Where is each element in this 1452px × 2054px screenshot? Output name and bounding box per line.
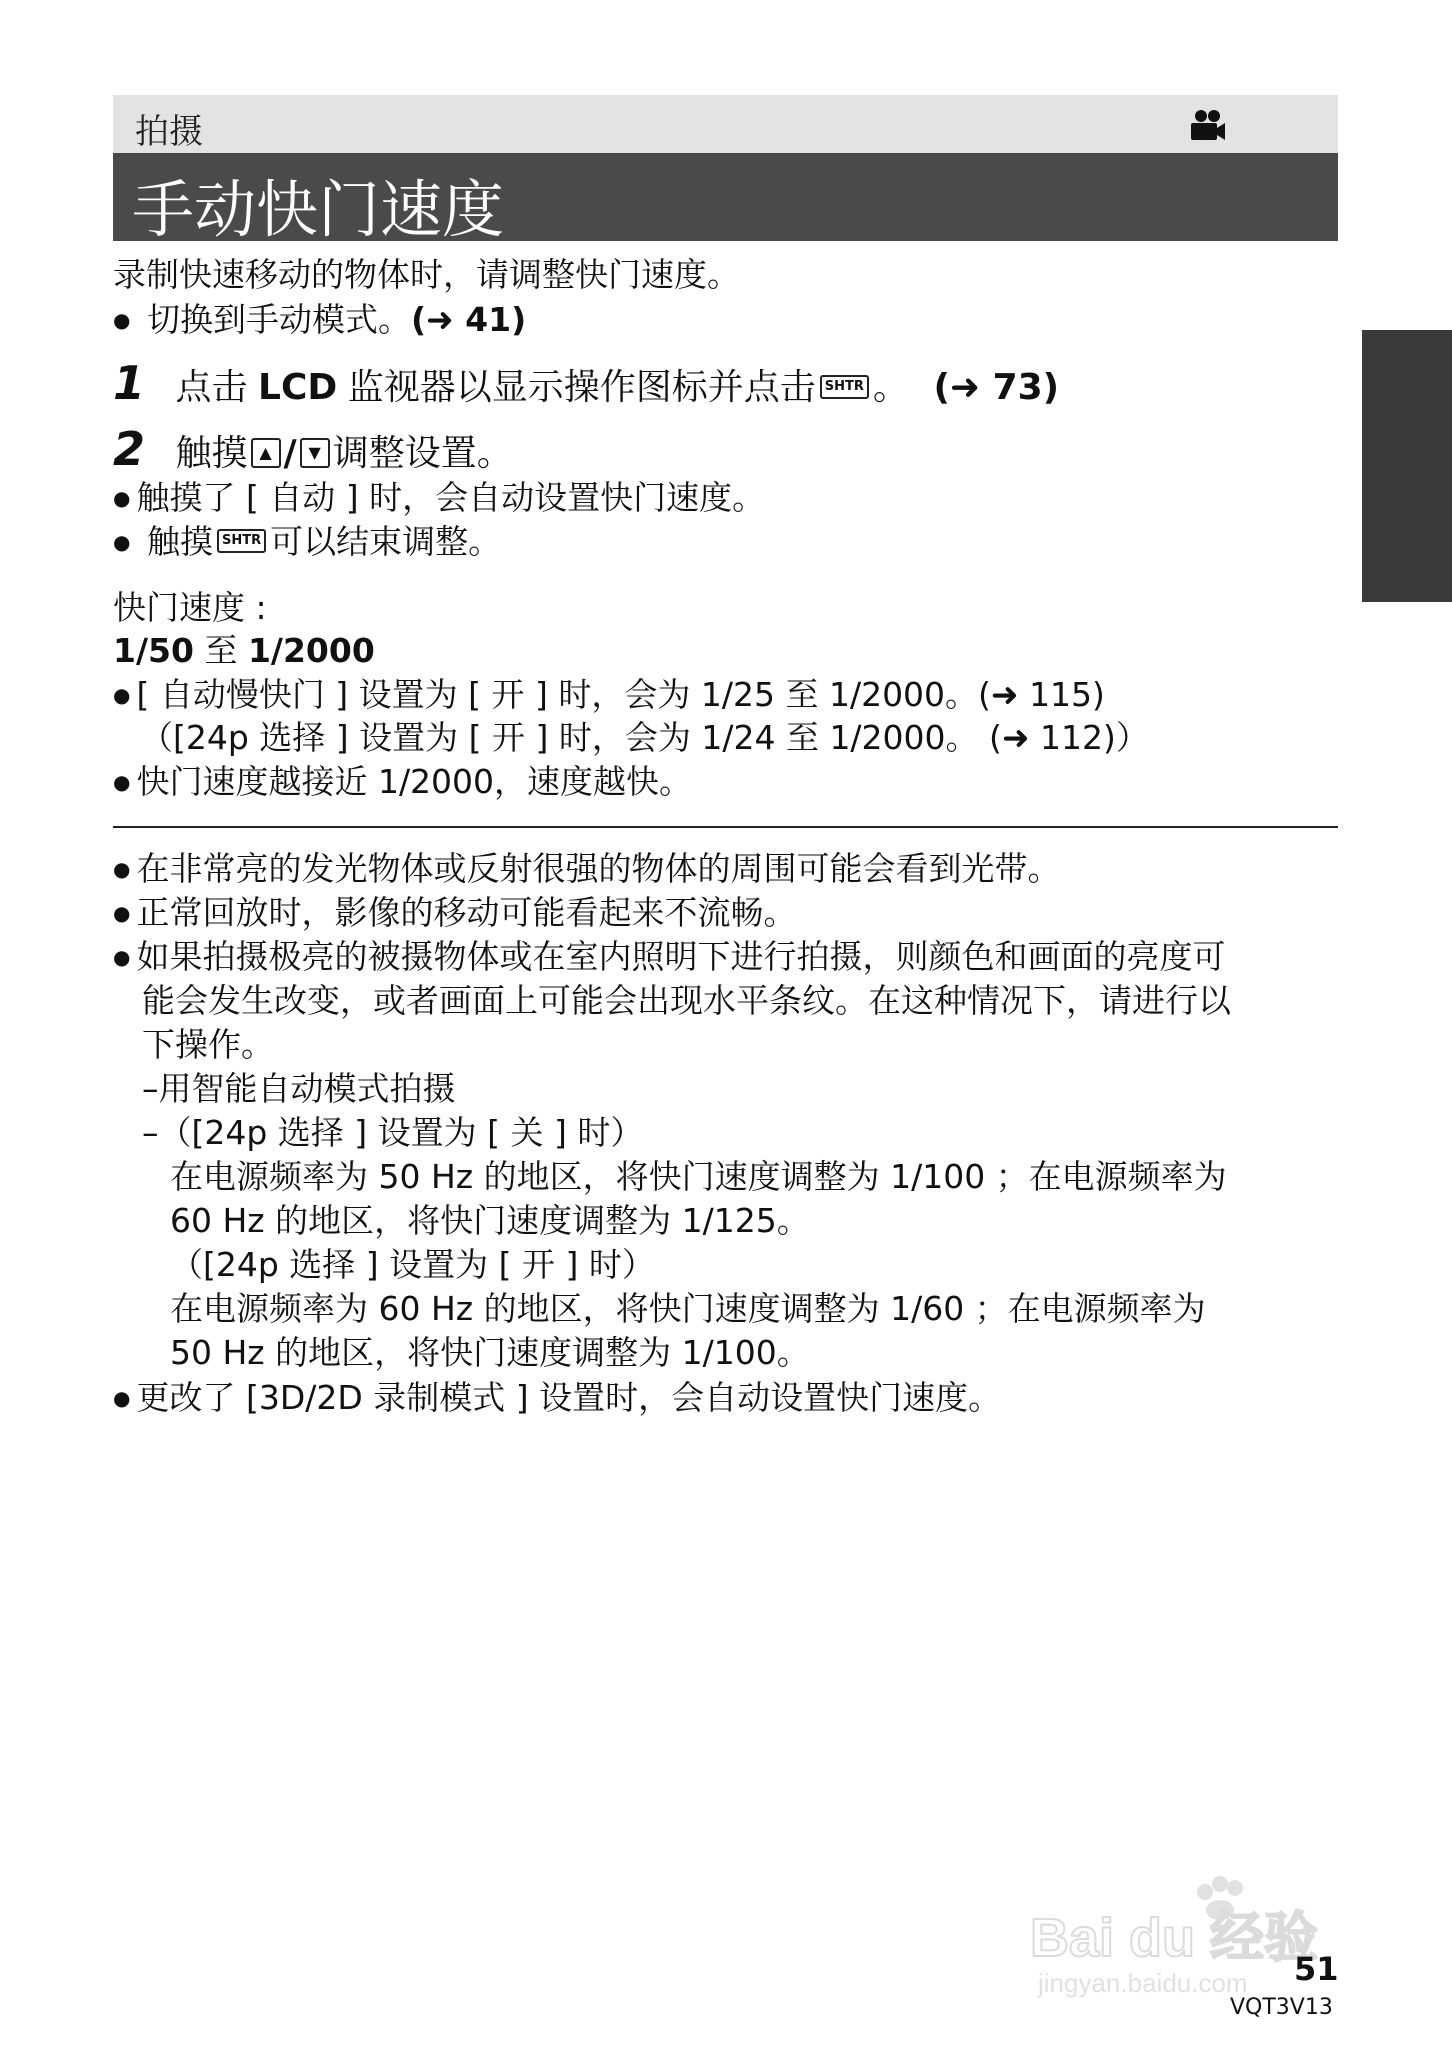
video-camera-icon [1188,108,1226,144]
note-sub-2: –（[24p 选择 ] 设置为 [ 关 ] 时） [142,1113,644,1152]
step-2-text-a: 触摸 [175,433,248,474]
shutter-range-max: 1/2000 [247,631,375,670]
note-3-line-3: 下操作。 [142,1025,274,1064]
shutter-note-3: ● 快门速度越接近 1/2000，速度越快。 [113,762,692,806]
note-sub-3-line-2: 50 Hz 的地区，将快门速度调整为 1/100。 [170,1333,810,1372]
step-1-text-c: 。 [872,367,909,408]
step-2-bullet-2-text-a: 触摸 [146,522,213,561]
step-2-number: 2 [113,422,146,476]
step-2-slash: / [283,433,297,474]
down-arrow-icon: ▼ [300,438,330,468]
shutter-range-min: 1/50 [113,631,194,670]
note-3-line-2: 能会发生改变，或者画面上可能会出现水平条纹。在这种情况下，请进行以 [142,981,1231,1020]
shutter-note-2: （[24p 选择 ] 设置为 [ 开 ] 时，会为 1/24 至 1/2000。 (➜ 112)） [140,718,1149,757]
note-1: ● 在非常亮的发光物体或反射很强的物体的周围可能会看到光带。 [113,849,1060,893]
shutter-label: 快门速度 : [113,588,267,627]
pre-bullet-text: 切换到手动模式。 [146,300,411,339]
section-header-bar [113,95,1338,153]
shutter-range-to: 至 [204,631,238,670]
up-arrow-icon: ▲ [251,438,281,468]
note-2: ● 正常回放时，影像的移动可能看起来不流畅。 [113,893,796,937]
step-1-number: 1 [113,356,146,410]
shtr-key-icon: SHTR [820,375,869,399]
note-sub-1: –用智能自动模式拍摄 [142,1069,456,1108]
intro-text: 录制快速移动的物体时，请调整快门速度。 [113,255,740,294]
page-title: 手动快门速度 [132,173,505,246]
note-sub-2-line-2: 60 Hz 的地区，将快门速度调整为 1/125。 [170,1201,810,1240]
watermark-url: jingyan.baidu.com [1038,1968,1248,1998]
shtr-key-icon: SHTR [217,529,266,553]
pre-bullet-ref: (➜ 41) [410,300,527,339]
note-3-line-1: ● 如果拍摄极亮的被摄物体或在室内照明下进行拍摄，则颜色和画面的亮度可 [113,937,1225,981]
step-2-text-b: 调整设置。 [332,433,513,474]
note-sub-3: （[24p 选择 ] 设置为 [ 开 ] 时） [170,1245,655,1284]
note-sub-2-line-1: 在电源频率为 50 Hz 的地区，将快门速度调整为 1/100 ；在电源频率为 [170,1157,1227,1196]
step-1-text-b: 监视器以显示操作图标并点击 [347,367,816,408]
pre-bullet [113,300,526,344]
step-2-bullet-1: ● 触摸了 [ 自动 ] 时，会自动设置快门速度。 [113,478,765,522]
step-1-text-a: 点击 [175,367,248,408]
document-code: VQT3V13 [1230,1995,1333,2020]
note-4: ● 更改了 [3D/2D 录制模式 ] 设置时，会自动设置快门速度。 [113,1378,1001,1422]
side-tab-marker [1362,330,1452,602]
note-sub-3-line-1: 在电源频率为 60 Hz 的地区，将快门速度调整为 1/60 ；在电源频率为 [170,1289,1206,1328]
divider [113,826,1338,828]
shutter-range [113,631,375,671]
step-1 [113,358,1059,413]
section-label: 拍摄 [135,112,203,152]
step-2-bullet-2-text-b: 可以结束调整。 [270,522,502,561]
step-1-ref: (➜ 73) [933,367,1060,408]
watermark-brand: Bai du 经验 [1030,1908,1319,1968]
shutter-note-1: ● [ 自动慢快门 ] 设置为 [ 开 ] 时，会为 1/25 至 1/2000。(➜ 115) [113,675,1105,719]
step-2-bullet-2 [113,522,501,566]
step-2 [113,424,513,479]
page-number: 51 [1294,1950,1339,1988]
step-1-lcd: LCD [258,367,338,408]
